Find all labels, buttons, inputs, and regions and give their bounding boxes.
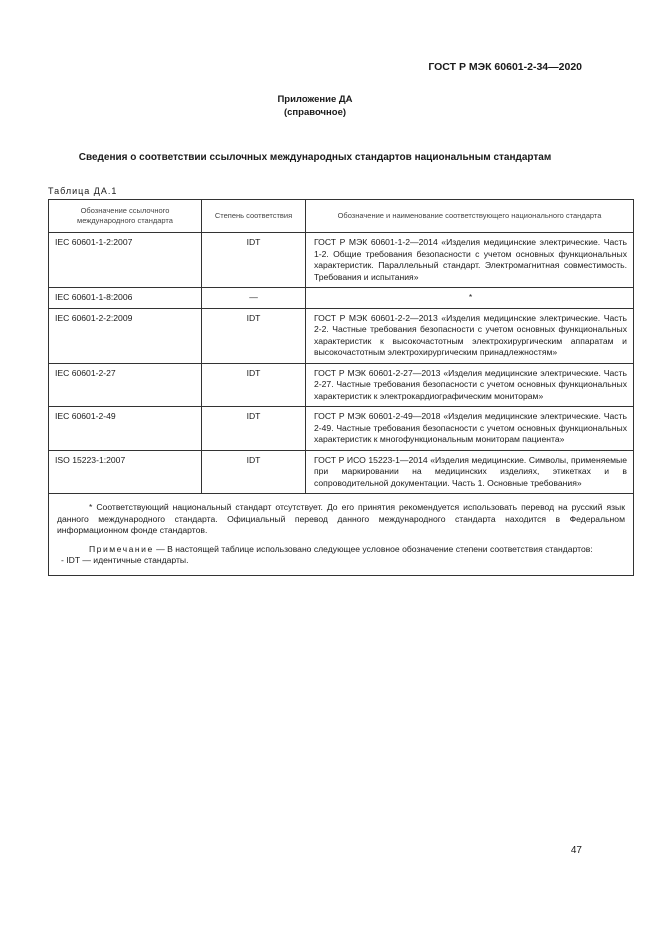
degree-cell: IDT xyxy=(202,233,306,288)
table-row xyxy=(49,407,634,451)
national-standard-cell: ГОСТ Р МЭК 60601-2-2—2013 «Изделия медицинские электрические. Часть 2-2. Частные требования безопасности с учетом основных функциональных характеристик к высокочастотным электрохирургическим аппаратам и высокочастотным электрохирургическим принадлежностям» xyxy=(306,308,634,363)
national-standard-cell: ГОСТ Р МЭК 60601-1-2—2014 «Изделия медицинские электрические. Часть 1-2. Общие требования безопасности с учетом основных функциональных характеристик. Параллельный стандарт. Электромагнитная совместимость. Требования и испытания» xyxy=(306,233,634,288)
col-header-reference: Обозначение ссылочного международного стандарта xyxy=(49,200,202,233)
table-footer xyxy=(49,494,634,576)
degree-cell: — xyxy=(202,288,306,309)
note-text: — В настоящей таблице использовано следующее условное обозначение степени соответствия стандартов: xyxy=(153,543,593,554)
note-label: Примечание xyxy=(89,543,154,554)
reference-cell: ISO 15223-1:2007 xyxy=(49,450,202,494)
table-footer-row xyxy=(49,494,634,576)
section-heading: Сведения о соответствии ссылочных международных стандартов национальным стандартам xyxy=(78,152,552,163)
page-number: 47 xyxy=(570,845,582,856)
degree-cell: IDT xyxy=(202,450,306,494)
annex-subtitle: (справочное) xyxy=(283,107,347,118)
reference-cell: IEC 60601-1-2:2007 xyxy=(49,233,202,288)
degree-cell: IDT xyxy=(202,363,306,407)
annex-title-block xyxy=(0,93,630,119)
annex-title: Приложение ДА xyxy=(277,94,353,105)
table-row xyxy=(49,363,634,407)
standard-code: ГОСТ Р МЭК 60601-2-34—2020 xyxy=(428,61,582,73)
col-header-degree: Степень соответствия xyxy=(202,200,306,233)
correspondence-table xyxy=(48,199,634,576)
reference-cell: IEC 60601-2-27 xyxy=(49,363,202,407)
table-row xyxy=(49,288,634,309)
note xyxy=(57,544,625,556)
national-standard-cell: * xyxy=(306,288,634,309)
table-header-row xyxy=(49,200,634,233)
table-row xyxy=(49,233,634,288)
reference-cell: IEC 60601-1-8:2006 xyxy=(49,288,202,309)
reference-cell: IEC 60601-2-2:2009 xyxy=(49,308,202,363)
table-caption: Таблица ДА.1 xyxy=(48,186,118,196)
note-item: - IDT — идентичные стандарты. xyxy=(61,555,189,565)
table-row xyxy=(49,450,634,494)
degree-cell: IDT xyxy=(202,308,306,363)
table-row xyxy=(49,308,634,363)
degree-cell: IDT xyxy=(202,407,306,451)
footnote: * Соответствующий национальный стандарт отсутствует. До его принятия рекомендуется использовать перевод на русский язык данного международного стандарта. Официальный перевод данного международного стандарта находится в Федеральном информационном фонде стандартов. xyxy=(57,502,625,535)
national-standard-cell: ГОСТ Р ИСО 15223-1—2014 «Изделия медицинские. Символы, применяемые при маркировании на медицинских изделиях, этикетках и в сопроводительной документации. Часть 1. Основные требования» xyxy=(306,450,634,494)
national-standard-cell: ГОСТ Р МЭК 60601-2-49—2018 «Изделия медицинские электрические. Часть 2-49. Частные требования безопасности с учетом основных функциональных характеристик к многофункциональным мониторам пациента» xyxy=(306,407,634,451)
national-standard-cell: ГОСТ Р МЭК 60601-2-27—2013 «Изделия медицинские электрические. Часть 2-27. Частные требования безопасности с учетом основных функциональных характеристик к электрокардиографическим мониторам» xyxy=(306,363,634,407)
reference-cell: IEC 60601-2-49 xyxy=(49,407,202,451)
col-header-national: Обозначение и наименование соответствующего национального стандарта xyxy=(306,200,634,233)
